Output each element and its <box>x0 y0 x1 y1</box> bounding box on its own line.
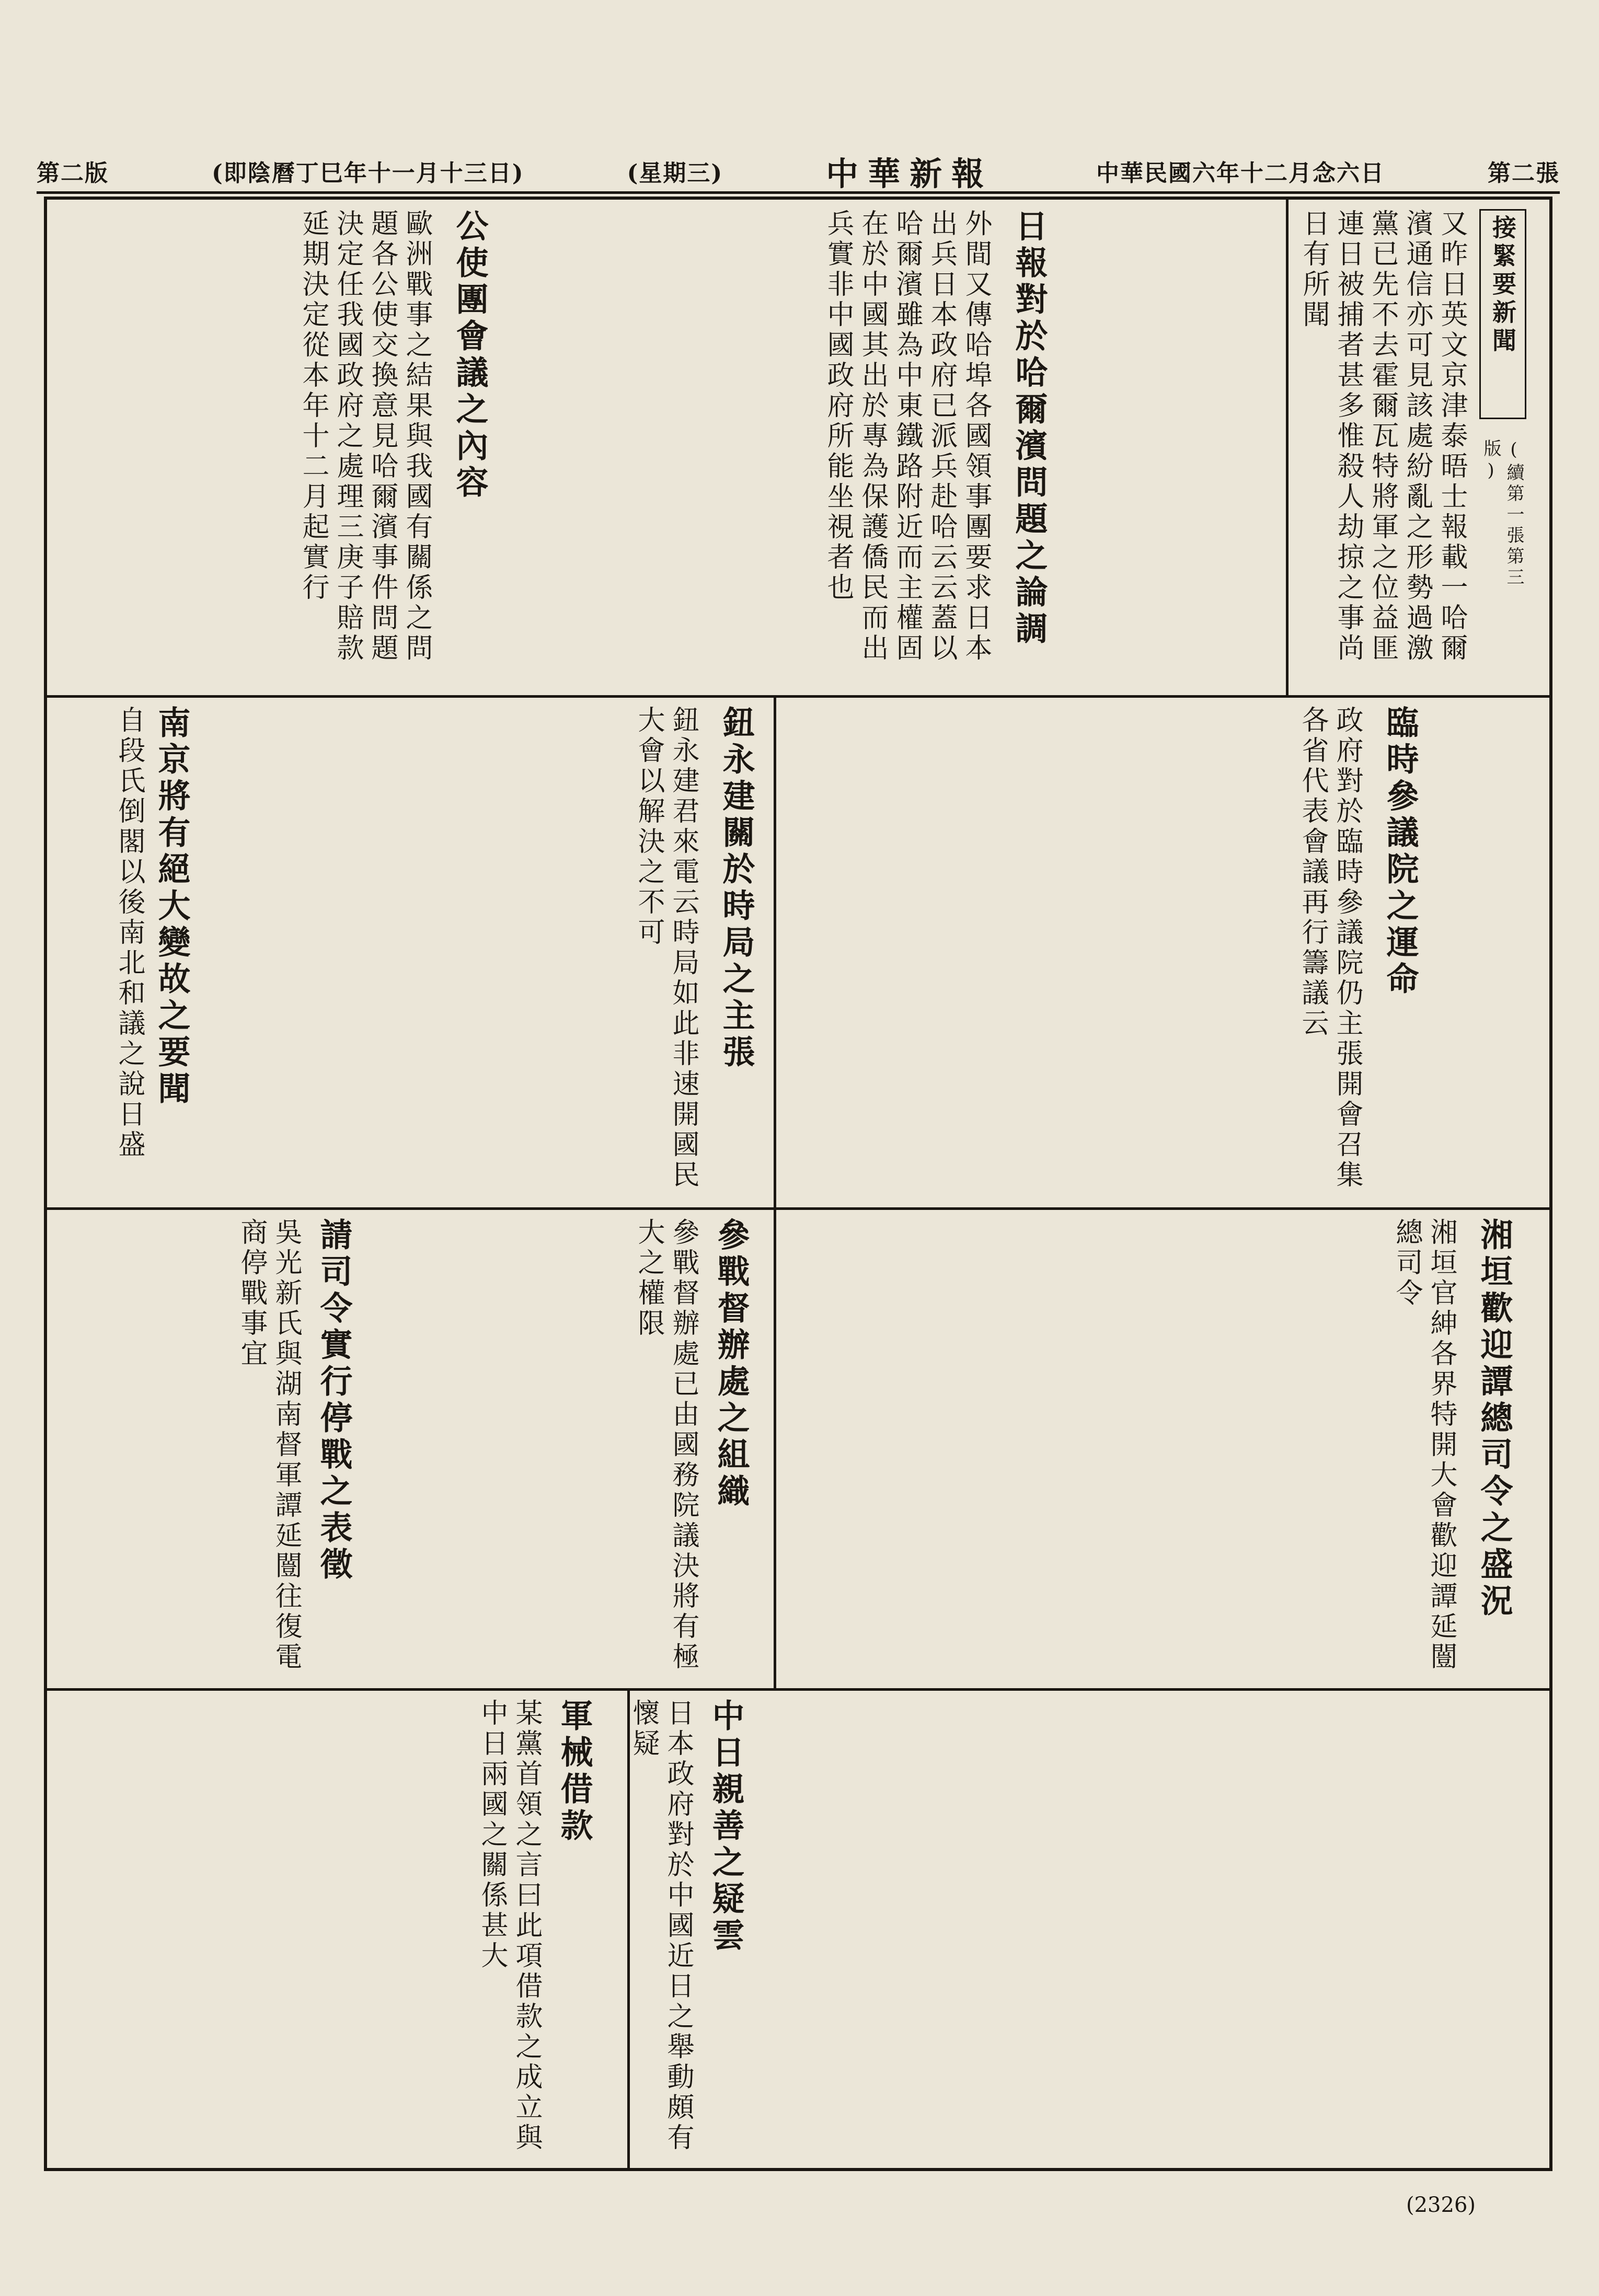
article-senate-body: 政府對於臨時參議院仍主張開會召集各省代表會議再行籌議云 <box>1297 706 1363 1191</box>
article-arms-loan-body: 某黨首領之言曰此項借款之成立與中日兩國之關係甚大 <box>476 1699 542 2153</box>
article-nanjing-title: 南京將有絕大變故之要聞 <box>153 706 191 1108</box>
article-niu-title: 鈕永建關於時局之主張 <box>717 706 755 1071</box>
article-sino-japan-body: 日本政府對於中國近日之舉動頗有懷疑 <box>628 1699 694 2153</box>
article-ceasefire-body: 吳光新氏與湖南督軍譚延闓往復電商停戰事宜 <box>236 1218 302 1672</box>
article-senate-title: 臨時參議院之運命 <box>1381 706 1419 998</box>
column-divider-low <box>774 1210 776 1688</box>
column-divider-bottom <box>627 1691 630 2168</box>
headline-continued: (續第一張第三版) <box>1480 439 1524 589</box>
column-divider-mid <box>774 698 776 1207</box>
date-label: 中華民國六年十二月念六日 <box>1096 160 1385 187</box>
weekday-label: (星期三) <box>627 160 723 187</box>
article-legation-title: 公使團會議之內容 <box>451 209 489 502</box>
page-label: 第二張 <box>1487 160 1560 187</box>
page-number: (2326) <box>1406 2193 1476 2217</box>
column-divider-top <box>1286 200 1289 695</box>
article-nanjing-body: 自段氏倒閣以後南北和議之說日盛 <box>113 706 145 1160</box>
article-niu-body: 鈕永建君來電云時局如此非速開國民大會以解決之不可 <box>633 706 699 1191</box>
article-legation-body: 歐洲戰事之結果與我國有關係之問題各公使交換意見哈爾濱事件問題決定任我國政府之處理三庚子賠款延期決定從本年十二月起實行 <box>297 209 432 664</box>
band-divider-3 <box>47 1688 1549 1691</box>
article-sino-japan-title: 中日親善之疑雲 <box>707 1699 745 1955</box>
band-divider-1 <box>47 695 1549 698</box>
article-war-office-title: 參戰督辦處之組織 <box>712 1218 750 1510</box>
article-war-office-body: 參戰督辦處已由國務院議決將有極大之權限 <box>633 1218 699 1672</box>
band-divider-2 <box>47 1207 1549 1210</box>
article-japan-harbin-body: 外間又傳哈埠各國領事團要求日本出兵日本政府已派兵赴哈云云蓋以哈爾濱雖為中東鐵路附近而主權固在於中國其出於專為保護僑民而出兵實非中國政府所能坐視者也 <box>822 209 992 664</box>
article-arms-loan-title: 軍械借款 <box>555 1699 593 1845</box>
article-hunan-body: 湘垣官紳各界特開大會歡迎譚延闓總司令 <box>1391 1218 1457 1672</box>
headline-urgent-news: 接緊要新聞 <box>1479 209 1526 419</box>
article-hunan-title: 湘垣歡迎譚總司令之盛況 <box>1475 1218 1513 1620</box>
issue-label: 第二版 <box>37 160 109 187</box>
article-harbin-body: 又昨日英文京津泰晤士報載一哈爾濱通信亦可見該處紛亂之形勢過激黨已先不去霍爾瓦特將軍之位益匪連日被捕者甚多惟殺人劫掠之事尚日有所聞 <box>1298 209 1467 664</box>
masthead <box>37 151 1560 194</box>
article-japan-harbin-title: 日報對於哈爾濱問題之論調 <box>1010 209 1048 648</box>
newspaper-title: 中華新報 <box>826 154 994 193</box>
article-ceasefire-title: 請司令實行停戰之表徵 <box>315 1218 353 1584</box>
lunar-date-label: (即陰曆丁巳年十一月十三日) <box>211 160 524 187</box>
